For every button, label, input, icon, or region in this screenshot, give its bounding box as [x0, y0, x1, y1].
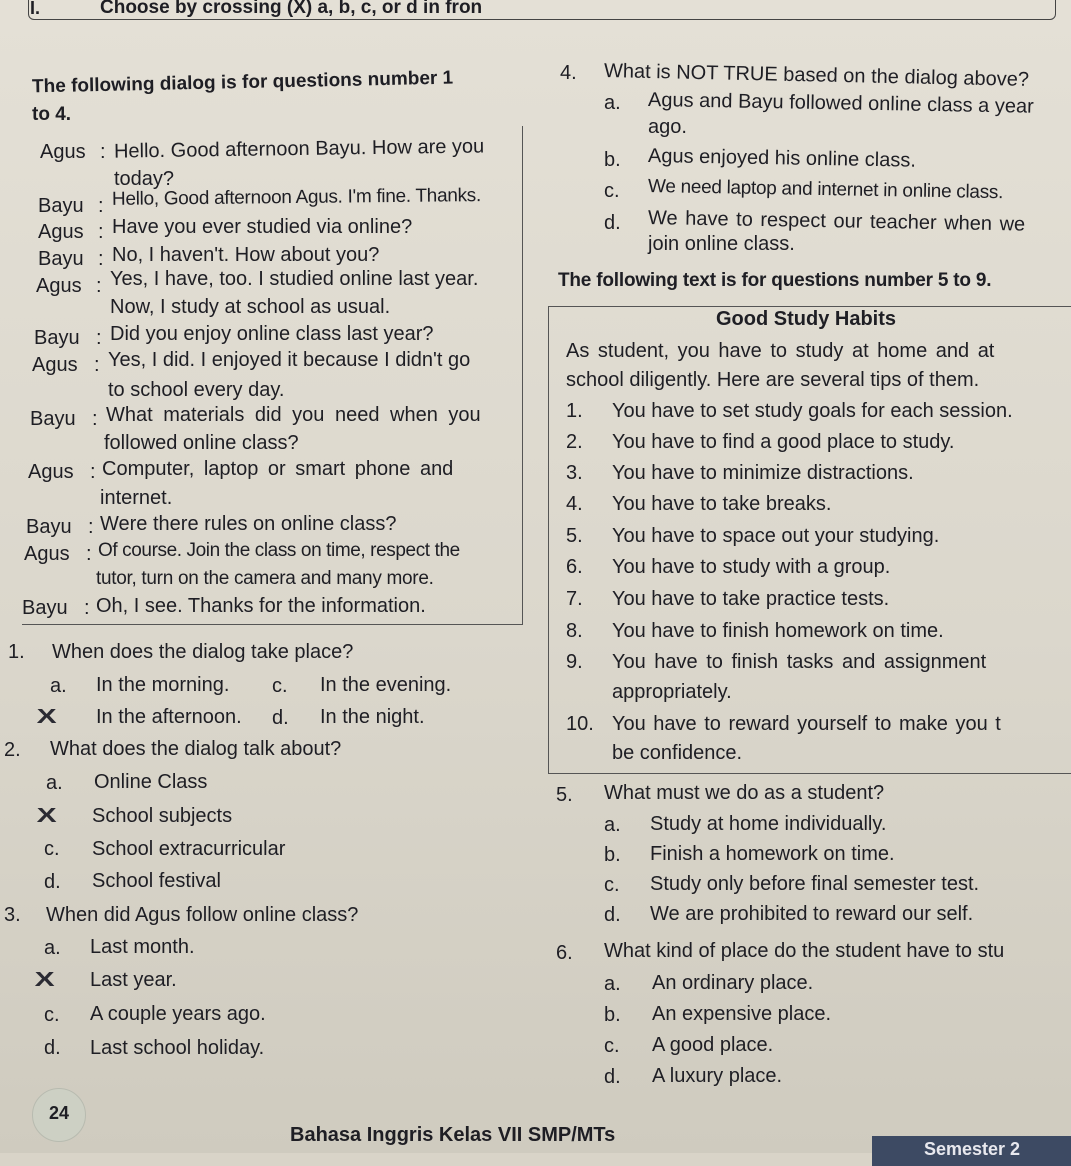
question-text: When did Agus follow online class?	[46, 904, 359, 926]
tip-text: You have to finish homework on time.	[612, 620, 944, 642]
option-text: Online Class	[94, 771, 208, 793]
cross-mark[interactable]: X	[34, 969, 55, 991]
dialog-colon: :	[90, 461, 96, 483]
dialog-colon: :	[96, 327, 102, 349]
dialog-intro-line2: to 4.	[32, 104, 72, 125]
dialog-speaker: Agus	[38, 221, 84, 243]
tip-number: 8.	[566, 620, 583, 642]
option-letter: b.	[604, 844, 621, 866]
option-letter: b.	[604, 1004, 621, 1026]
dialog-colon: :	[88, 516, 94, 538]
dialog-speaker: Bayu	[38, 195, 84, 217]
option-text: A couple years ago.	[90, 1003, 266, 1025]
tip-text: be confidence.	[612, 742, 743, 764]
option-letter: a.	[604, 814, 621, 836]
page-number: 24	[32, 1088, 86, 1142]
dialog-line: Of course. Join the class on time, respect the	[98, 540, 460, 561]
question-text: What must we do as a student?	[604, 782, 885, 804]
tip-number: 2.	[566, 431, 583, 453]
option-text: Agus enjoyed his online class.	[647, 145, 917, 172]
option-letter: a.	[604, 973, 621, 995]
dialog-line: internet.	[100, 487, 173, 509]
option-text: ago.	[648, 116, 687, 138]
tip-number: 4.	[566, 493, 583, 515]
tip-text: You have to reward yourself to make you t	[612, 713, 1001, 735]
reading-paragraph-line: As student, you have to study at home and at	[566, 340, 995, 362]
semester-label: Semester 2	[872, 1136, 1071, 1166]
tip-text: You have to space out your studying.	[612, 525, 940, 547]
dialog-line: Hello, Good afternoon Agus. I'm fine. Thanks.	[111, 185, 482, 210]
question-text: When does the dialog take place?	[52, 641, 354, 663]
tip-text: You have to set study goals for each session.	[612, 400, 1013, 422]
text-intro: The following text is for questions number 5 to 9.	[558, 270, 992, 291]
option-text: An expensive place.	[652, 1003, 832, 1025]
dialog-line: Now, I study at school as usual.	[110, 296, 391, 318]
tip-number: 3.	[566, 462, 583, 484]
tip-text: You have to find a good place to study.	[612, 431, 955, 453]
option-letter: c.	[604, 874, 620, 896]
dialog-speaker: Bayu	[30, 408, 76, 430]
dialog-line: No, I haven't. How about you?	[112, 244, 380, 266]
question-number: 6.	[556, 942, 573, 964]
book-title: Bahasa Inggris Kelas VII SMP/MTs	[290, 1124, 616, 1146]
option-text: We have to respect our teacher when we	[647, 207, 1026, 236]
dialog-line: Computer, laptop or smart phone and	[102, 458, 454, 480]
dialog-line: Yes, I have, too. I studied online last year.	[110, 268, 479, 290]
option-text: In the evening.	[320, 674, 452, 696]
option-letter: a.	[604, 92, 621, 114]
dialog-line: today?	[114, 168, 175, 190]
option-letter: c.	[604, 1035, 620, 1057]
reading-paragraph-line: school diligently. Here are several tips of them.	[566, 369, 980, 391]
cross-mark[interactable]: X	[36, 706, 57, 728]
dialog-line: to school every day.	[108, 379, 285, 401]
option-text: Agus and Bayu followed online class a year	[647, 89, 1034, 118]
option-letter: d.	[44, 1037, 61, 1059]
option-text: A good place.	[652, 1034, 774, 1056]
cross-mark[interactable]: X	[36, 805, 57, 827]
question-number: 4.	[560, 62, 577, 84]
question-number: 2.	[4, 739, 21, 761]
dialog-line: Did you enjoy online class last year?	[110, 323, 434, 345]
section-number: I.	[30, 0, 41, 18]
option-letter: c.	[44, 838, 60, 860]
option-letter: c.	[604, 180, 620, 202]
dialog-colon: :	[92, 408, 98, 430]
dialog-speaker: Agus	[28, 461, 74, 483]
dialog-colon: :	[94, 354, 100, 376]
tip-text: appropriately.	[612, 681, 732, 703]
question-text: What does the dialog talk about?	[50, 738, 342, 760]
dialog-colon: :	[84, 597, 90, 619]
dialog-intro-line1: The following dialog is for questions number 1	[31, 67, 454, 98]
dialog-speaker: Bayu	[38, 248, 84, 270]
option-letter: d.	[44, 871, 61, 893]
option-text: A luxury place.	[652, 1065, 783, 1087]
option-text: In the afternoon.	[96, 706, 242, 728]
dialog-line: Were there rules on online class?	[100, 513, 397, 535]
reading-title: Good Study Habits	[716, 308, 896, 330]
tip-number: 10.	[566, 713, 594, 735]
dialog-colon: :	[100, 141, 106, 163]
dialog-speaker: Bayu	[34, 327, 80, 349]
option-text: An ordinary place.	[652, 972, 814, 994]
tip-number: 5.	[566, 525, 583, 547]
dialog-line: Oh, I see. Thanks for the information.	[96, 595, 426, 617]
question-number: 1.	[8, 641, 25, 663]
option-text: School subjects	[92, 805, 233, 827]
option-text: In the morning.	[96, 674, 230, 696]
tip-text: You have to take breaks.	[612, 493, 832, 515]
dialog-line: tutor, turn on the camera and many more.	[96, 568, 434, 589]
option-letter: d.	[604, 904, 621, 926]
dialog-colon: :	[98, 195, 104, 217]
tip-number: 6.	[566, 556, 583, 578]
dialog-speaker: Bayu	[26, 516, 72, 538]
dialog-speaker: Agus	[36, 275, 82, 297]
tip-text: You have to minimize distractions.	[612, 462, 914, 484]
dialog-speaker: Bayu	[22, 597, 68, 619]
tip-number: 7.	[566, 588, 583, 610]
option-text: School festival	[92, 870, 221, 892]
question-text: What kind of place do the student have to stu	[604, 940, 1005, 962]
option-letter: d.	[604, 1066, 621, 1088]
question-number: 3.	[4, 904, 21, 926]
dialog-line: followed online class?	[104, 432, 299, 454]
dialog-colon: :	[96, 275, 102, 297]
option-letter: b.	[604, 149, 621, 171]
dialog-colon: :	[86, 543, 92, 565]
dialog-speaker: Agus	[24, 543, 70, 565]
dialog-speaker: Agus	[40, 141, 86, 163]
option-text: Last year.	[90, 969, 177, 991]
option-letter: d.	[604, 212, 621, 234]
option-text: In the night.	[320, 706, 425, 728]
dialog-speaker: Agus	[32, 354, 78, 376]
tip-number: 9.	[566, 651, 583, 673]
dialog-colon: :	[98, 221, 104, 243]
option-text: Study at home individually.	[650, 813, 887, 835]
option-text: join online class.	[648, 233, 795, 255]
dialog-line: Yes, I did. I enjoyed it because I didn't go	[108, 349, 471, 371]
option-letter: c.	[272, 675, 288, 697]
option-letter: a.	[50, 675, 67, 697]
option-text: We are prohibited to reward our self.	[650, 903, 974, 925]
dialog-line: What materials did you need when you	[106, 404, 481, 426]
option-text: We need laptop and internet in online class.	[647, 176, 1004, 204]
option-letter: d.	[272, 707, 289, 729]
question-text: What is NOT TRUE based on the dialog above?	[603, 60, 1030, 91]
tip-number: 1.	[566, 400, 583, 422]
option-text: Study only before final semester test.	[650, 873, 980, 895]
option-letter: a.	[44, 937, 61, 959]
option-text: Last school holiday.	[90, 1037, 265, 1059]
option-letter: c.	[44, 1004, 60, 1026]
tip-text: You have to study with a group.	[612, 556, 891, 578]
dialog-colon: :	[98, 248, 104, 270]
tip-text: You have to take practice tests.	[612, 588, 890, 610]
option-text: Last month.	[90, 936, 195, 958]
dialog-line: Have you ever studied via online?	[112, 216, 413, 238]
option-letter: a.	[46, 772, 63, 794]
question-number: 5.	[556, 784, 573, 806]
dialog-line: Hello. Good afternoon Bayu. How are you	[113, 135, 485, 163]
option-text: Finish a homework on time.	[650, 843, 895, 865]
section-instruction: Choose by crossing (X) a, b, c, or d in fron	[100, 0, 483, 18]
option-text: School extracurricular	[92, 838, 286, 860]
tip-text: You have to finish tasks and assignment	[612, 651, 987, 673]
